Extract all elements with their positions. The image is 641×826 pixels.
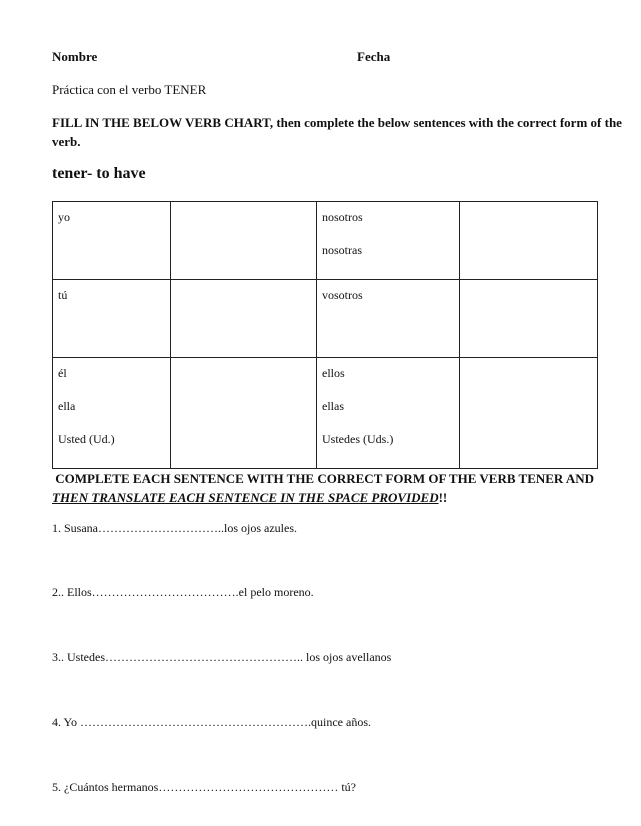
verb-heading: tener- to have bbox=[52, 165, 146, 182]
pronoun-label: nosotras bbox=[322, 243, 362, 257]
sentence-5: 5. ¿Cuántos hermanos……………………………………… tú? bbox=[52, 780, 356, 794]
worksheet-subtitle: Práctica con el verbo TENER bbox=[52, 82, 207, 97]
pronoun-label: ella bbox=[58, 399, 76, 413]
answer-cell[interactable] bbox=[460, 280, 598, 358]
pronoun-cell bbox=[317, 202, 460, 280]
sentence-1: 1. Susana…………………………..los ojos azules. bbox=[52, 521, 297, 535]
pronoun-label: vosotros bbox=[322, 288, 363, 302]
answer-cell[interactable] bbox=[460, 202, 598, 280]
verb-chart-row bbox=[53, 358, 598, 469]
verb-chart-row bbox=[53, 280, 598, 358]
pronoun-label: él bbox=[58, 366, 67, 380]
section-instructions bbox=[52, 469, 627, 507]
answer-cell[interactable] bbox=[171, 280, 317, 358]
translate-instruction: THEN TRANSLATE EACH SENTENCE IN THE SPACE PROVIDED bbox=[52, 490, 439, 505]
sentence-3: 3.. Ustedes………………………………………….. los ojos avellanos bbox=[52, 650, 392, 664]
pronoun-cell bbox=[53, 358, 171, 469]
pronoun-cell bbox=[317, 280, 460, 358]
section-instructions-line1: COMPLETE EACH SENTENCE WITH THE CORRECT FORM OF THE VERB TENER AND bbox=[52, 471, 595, 486]
pronoun-cell bbox=[53, 202, 171, 280]
pronoun-cell bbox=[53, 280, 171, 358]
verb-chart-row bbox=[53, 202, 598, 280]
pronoun-label: tú bbox=[58, 288, 68, 302]
pronoun-label: ellas bbox=[322, 399, 344, 413]
pronoun-label: Ustedes (Uds.) bbox=[322, 432, 394, 446]
exclamation: !! bbox=[438, 490, 448, 505]
answer-cell[interactable] bbox=[171, 202, 317, 280]
answer-cell[interactable] bbox=[460, 358, 598, 469]
answer-cell[interactable] bbox=[171, 358, 317, 469]
pronoun-label: nosotros bbox=[322, 210, 363, 224]
sentence-4: 4. Yo ………………………………………………….quince años. bbox=[52, 715, 372, 729]
pronoun-label: Usted (Ud.) bbox=[58, 432, 115, 446]
pronoun-label: ellos bbox=[322, 366, 345, 380]
section-instructions-line2 bbox=[52, 488, 627, 507]
sentence-2: 2.. Ellos……………………………….el pelo moreno. bbox=[52, 585, 314, 599]
date-label: Fecha bbox=[357, 49, 391, 64]
verb-chart bbox=[52, 201, 598, 469]
pronoun-label: yo bbox=[58, 210, 70, 224]
pronoun-cell bbox=[317, 358, 460, 469]
instructions: FILL IN THE BELOW VERB CHART, then complete the below sentences with the correct form of the verb. bbox=[52, 115, 622, 149]
name-label: Nombre bbox=[52, 49, 98, 64]
